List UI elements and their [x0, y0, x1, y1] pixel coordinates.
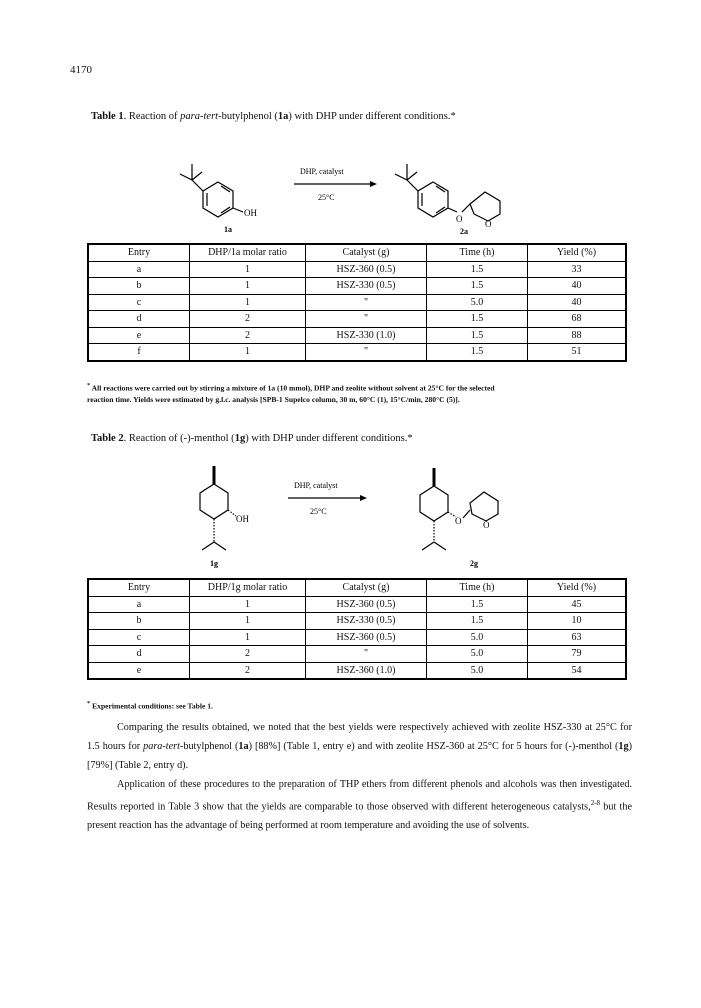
table-row	[88, 327, 626, 344]
table-cell: 10	[528, 613, 627, 630]
temperature-label: 25°C	[310, 507, 327, 516]
column-header: Time (h)	[427, 579, 528, 596]
table-cell: a	[88, 261, 190, 278]
column-header: DHP/1g molar ratio	[190, 579, 306, 596]
table-cell: "	[306, 646, 427, 663]
column-header: Catalyst (g)	[306, 244, 427, 261]
table-cell: 2	[190, 662, 306, 679]
table-cell: 5.0	[427, 629, 528, 646]
table2-caption: Table 2. Reaction of (-)-menthol (1g) with DHP under different conditions.*	[91, 433, 413, 444]
column-header: Time (h)	[427, 244, 528, 261]
table-header-row	[88, 579, 626, 596]
column-header: Yield (%)	[528, 244, 627, 261]
table-cell: HSZ-330 (0.5)	[306, 613, 427, 630]
table2	[87, 578, 627, 680]
table-cell: 5.0	[427, 662, 528, 679]
ether-oxygen-label: O	[455, 516, 462, 526]
table-header-row	[88, 244, 626, 261]
page-number: 4170	[70, 64, 92, 76]
table-row	[88, 646, 626, 663]
body-paragraph-2: Application of these procedures to the preparation of THP ethers from different phenols and alcohols was then investigated. Results reported in Table 3 show that the yields are comparable to those observed with different heterogeneous catalysts,$^{2-8}$ but the present reaction has the advantage of being performed at room temperature and avoiding the use of solvents.	[87, 779, 632, 832]
reagent-label: DHP, catalyst	[294, 481, 338, 490]
table-row	[88, 596, 626, 613]
oh-label: OH	[236, 514, 249, 524]
table-cell: 2	[190, 327, 306, 344]
table-cell: a	[88, 596, 190, 613]
table-cell: HSZ-360 (0.5)	[306, 629, 427, 646]
table-cell: HSZ-330 (0.5)	[306, 278, 427, 295]
table-cell: HSZ-360 (1.0)	[306, 662, 427, 679]
ether-oxygen-label: O	[456, 214, 463, 224]
table1-footnote: * All reactions were carried out by stirring a mixture of 1a (10 mmol), DHP and zeolite without solvent at 25°C for the selected reaction time. Yields were estimated by g.l.c. analysis [SPB-1 Supelco column, 30 m, 60°C (1), 15°C/min, 280°C (5)].	[87, 382, 495, 404]
table-row	[88, 261, 626, 278]
body-paragraph-1: Comparing the results obtained, we noted that the best yields were respectively achieved with zeolite HSZ-330 at 25°C for 1.5 hours for para-tert-butylphenol (1a) [88%] (Table 1, entry e) and with zeolite HSZ-360 at 25°C for 5 hours for (-)-menthol (1g) [79%] (Table 2, entry d).	[87, 722, 632, 771]
table-cell: HSZ-360 (0.5)	[306, 261, 427, 278]
table-cell: 1	[190, 613, 306, 630]
table-cell: c	[88, 294, 190, 311]
table-cell: HSZ-330 (1.0)	[306, 327, 427, 344]
reagent-label: DHP, catalyst	[300, 167, 344, 176]
table-cell: 63	[528, 629, 627, 646]
table2-label: Table 2	[91, 433, 124, 444]
table-cell: 1.5	[427, 613, 528, 630]
ring-oxygen-label: O	[483, 520, 490, 530]
product-label: 2a	[460, 227, 468, 236]
table-cell: 5.0	[427, 646, 528, 663]
table-cell: 1.5	[427, 596, 528, 613]
tert-butylphenol-structure	[180, 164, 243, 217]
table-cell: 51	[528, 344, 627, 361]
table-row	[88, 278, 626, 295]
table-row	[88, 294, 626, 311]
table-cell: 1	[190, 278, 306, 295]
table-cell: e	[88, 327, 190, 344]
menthol-structure	[200, 466, 236, 550]
table-cell: 1	[190, 261, 306, 278]
table-cell: 1.5	[427, 311, 528, 328]
oh-label: OH	[244, 208, 257, 218]
table-cell: 33	[528, 261, 627, 278]
table-cell: "	[306, 311, 427, 328]
table-cell: 88	[528, 327, 627, 344]
table-row	[88, 662, 626, 679]
table-cell: "	[306, 344, 427, 361]
table-cell: 1.5	[427, 344, 528, 361]
table-cell: d	[88, 311, 190, 328]
column-header: Yield (%)	[528, 579, 627, 596]
table-cell: d	[88, 646, 190, 663]
table-row	[88, 311, 626, 328]
column-header: Entry	[88, 579, 190, 596]
temperature-label: 25°C	[318, 193, 335, 202]
start-material-label: 1g	[210, 559, 218, 568]
table-cell: 1	[190, 344, 306, 361]
table-cell: 54	[528, 662, 627, 679]
thp-ether-structure	[395, 164, 500, 221]
table-cell: 45	[528, 596, 627, 613]
table-cell: 1	[190, 629, 306, 646]
table-row	[88, 344, 626, 361]
table-cell: b	[88, 613, 190, 630]
table-row	[88, 613, 626, 630]
table1	[87, 243, 627, 362]
table-cell: b	[88, 278, 190, 295]
column-header: DHP/1a molar ratio	[190, 244, 306, 261]
product-label: 2g	[470, 559, 478, 568]
table-cell: e	[88, 662, 190, 679]
table-cell: HSZ-360 (0.5)	[306, 596, 427, 613]
table-cell: 68	[528, 311, 627, 328]
table2-footnote: * Experimental conditions: see Table 1.	[87, 700, 213, 711]
table-row	[88, 629, 626, 646]
table1-label: Table 1	[91, 111, 124, 122]
table-cell: 40	[528, 278, 627, 295]
table-cell: 40	[528, 294, 627, 311]
table2-reaction-scheme	[170, 462, 550, 572]
table-cell: "	[306, 294, 427, 311]
table-cell: 1.5	[427, 261, 528, 278]
table-cell: 1.5	[427, 278, 528, 295]
table1-reaction-scheme	[170, 142, 550, 237]
column-header: Catalyst (g)	[306, 579, 427, 596]
table-cell: 1.5	[427, 327, 528, 344]
table-cell: c	[88, 629, 190, 646]
table-cell: 1	[190, 294, 306, 311]
column-header: Entry	[88, 244, 190, 261]
table-cell: 5.0	[427, 294, 528, 311]
table-cell: 79	[528, 646, 627, 663]
table-cell: 1	[190, 596, 306, 613]
table-cell: 2	[190, 311, 306, 328]
start-material-label: 1a	[224, 225, 232, 234]
table-cell: 2	[190, 646, 306, 663]
menthyl-thp-ether-structure	[420, 468, 498, 550]
ring-oxygen-label: O	[485, 219, 492, 229]
table-cell: f	[88, 344, 190, 361]
table1-caption: Table 1. Reaction of para-tert-butylphenol (1a) with DHP under different conditions.*	[91, 111, 456, 122]
